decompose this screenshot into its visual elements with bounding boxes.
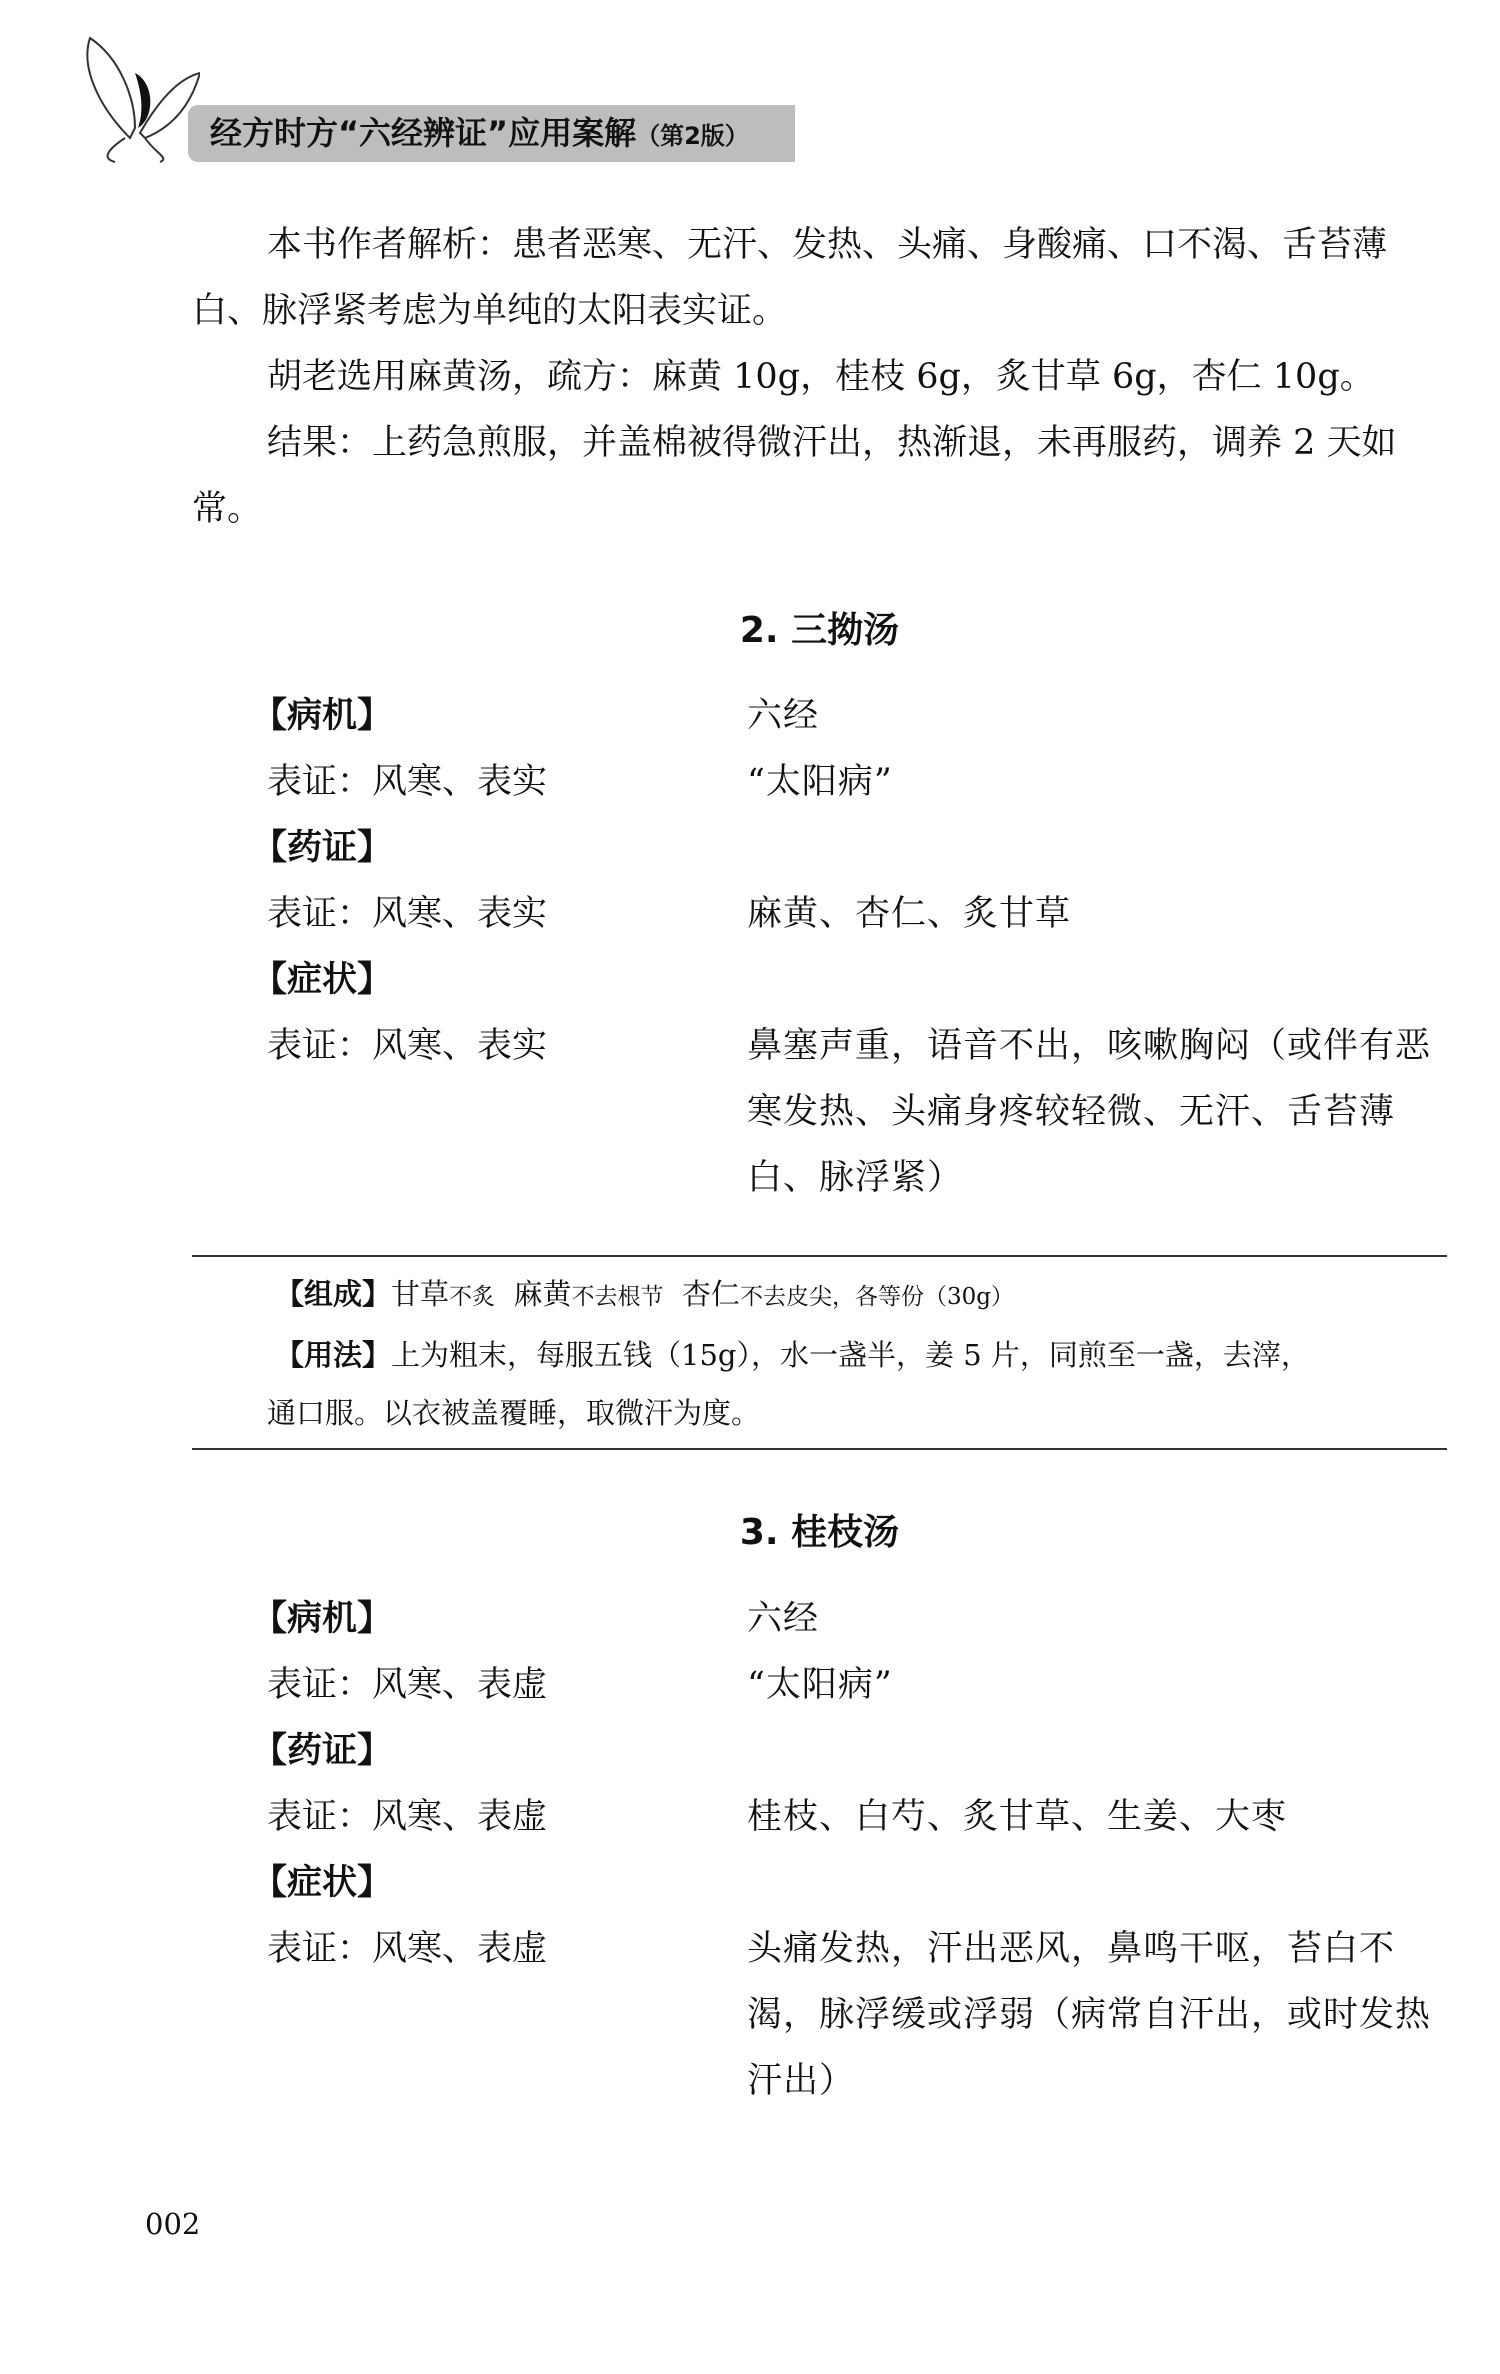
book-title: 经方时方“六经辨证”应用案解 [210,114,637,152]
section-title: 2. 三拗汤 [739,610,900,651]
label-symptoms: 【症状】 [252,960,393,1000]
label-herb-syndrome: 【药证】 [252,1731,393,1771]
formula-section [192,1586,1447,2114]
composition-line [192,1265,1447,1326]
left-text: 表证：风寒、表虚 [267,1665,548,1705]
note: 不去根节 [571,1284,664,1310]
label-symptoms: 【症状】 [252,1863,393,1903]
dose: 各等份（30g） [854,1284,1014,1310]
usage-text: 上为粗末，每服五钱（15g），水一盏半，姜 5 片，同煎至一盏，去滓， [391,1338,1310,1372]
herbs: 桂枝、白芍、炙甘草、生姜、大枣 [747,1797,1288,1837]
running-header [188,105,795,162]
formula-section [192,683,1447,1211]
herbs: 麻黄、杏仁、炙甘草 [747,894,1072,934]
six-channel: 六经 [747,1599,820,1639]
result-paragraph: 结果：上药急煎服，并盖棉被得微汗出，热渐退，未再服药，调养 2 天如常。 [192,423,1397,529]
usage-line [192,1326,1447,1384]
usage-text-cont: 通口服。以衣被盖覆睡，取微汗为度。 [267,1396,761,1430]
page-number: 002 [145,2207,201,2241]
divider [192,1448,1447,1450]
left-text: 表证：风寒、表实 [267,762,548,802]
left-text: 表证：风寒、表虚 [267,1929,548,1969]
section-title: 3. 桂枝汤 [739,1512,900,1553]
herb: 甘草 [391,1277,450,1311]
left-text: 表证：风寒、表实 [267,1026,548,1066]
prescription-paragraph: 胡老选用麻黄汤，疏方：麻黄 10g，桂枝 6g，炙甘草 6g，杏仁 10g。 [267,357,1375,397]
edition: （第2版） [636,122,749,150]
note: 不炙 [449,1284,496,1310]
taiyang: “太阳病” [747,1665,893,1705]
six-channel: 六经 [747,696,820,736]
symptoms: 鼻塞声重，语音不出，咳嗽胸闷（或伴有恶寒发热、头痛身疼较轻微、无汗、舌苔薄白、脉浮紧） [747,1026,1432,1198]
analysis-paragraph: 本书作者解析：患者恶寒、无汗、发热、头痛、身酸痛、口不渴、舌苔薄白、脉浮紧考虑为单纯的太阳表实证。 [192,225,1388,331]
label-herb-syndrome: 【药证】 [252,828,393,868]
usage-label: 【用法】 [275,1338,392,1372]
herb: 麻黄 [513,1277,572,1311]
note: 不去皮尖， [739,1284,855,1310]
herb: 杏仁 [681,1277,740,1311]
taiyang: “太阳病” [747,762,893,802]
label-pathogenesis: 【病机】 [252,1599,393,1639]
left-text: 表证：风寒、表实 [267,894,548,934]
left-text: 表证：风寒、表虚 [267,1797,548,1837]
divider [192,1255,1447,1257]
comp-label: 【组成】 [275,1277,392,1311]
label-pathogenesis: 【病机】 [252,696,393,736]
page-content [145,212,1447,2244]
butterfly-logo-icon [60,28,200,163]
symptoms: 头痛发热，汗出恶风，鼻鸣干呕，苔白不渴，脉浮缓或浮弱（病常自汗出，或时发热汗出） [747,1929,1432,2101]
